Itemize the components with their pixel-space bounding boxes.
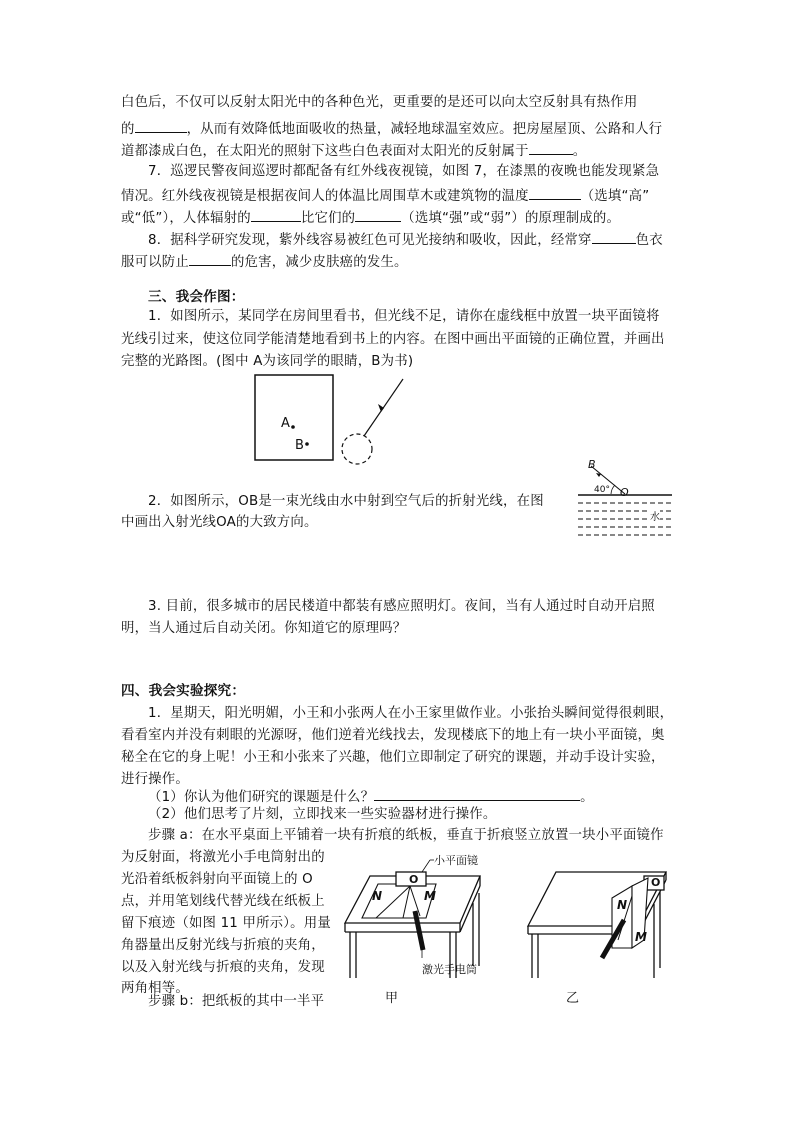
text-fragment: 道都漆成白色，在太阳光的照射下这些白色表面对太阳光的反射属于 bbox=[121, 144, 529, 159]
answer-blank[interactable] bbox=[529, 140, 573, 155]
figure-yi-caption: 乙 bbox=[566, 991, 580, 1006]
answer-blank[interactable] bbox=[189, 251, 231, 266]
point-o-label: O bbox=[620, 486, 629, 499]
question-7-line bbox=[121, 185, 649, 207]
s3-q1-line: 光线引过来，使这位同学能清楚地看到书上的内容。在图中画出平面镜的正确位置，并画出 bbox=[121, 332, 665, 347]
figure-yi bbox=[520, 848, 675, 988]
room-outline bbox=[255, 375, 333, 460]
text-fragment: 色衣 bbox=[635, 233, 663, 248]
dashed-mirror-box[interactable] bbox=[342, 434, 372, 464]
point-a-label: A bbox=[281, 416, 290, 431]
text-fragment: 服可以防止 bbox=[121, 255, 189, 270]
mirror-label: 小平面镜 bbox=[434, 854, 478, 867]
section-3-title: 三、我会作图： bbox=[148, 289, 245, 305]
step-a-line: 点，并用笔划线代替光线在纸板上 bbox=[121, 894, 325, 909]
section-4-title: 四、我会实验探究： bbox=[121, 683, 246, 699]
text-fragment: 情况。红外线夜视镜是根据夜间人的体温比周围草木或建筑物的温度 bbox=[121, 189, 529, 204]
answer-blank[interactable] bbox=[355, 207, 401, 222]
step-a-line: 光沿着纸板斜射向平面镜上的 O bbox=[121, 872, 313, 887]
answer-blank[interactable] bbox=[529, 185, 581, 200]
text-line: 白色后，不仅可以反射太阳光中的各种色光，更重要的是还可以向太空反射具有热作用 bbox=[121, 95, 638, 110]
answer-blank[interactable] bbox=[135, 118, 187, 133]
text-fragment: 。 bbox=[572, 144, 587, 159]
n-label: N bbox=[617, 898, 628, 912]
text-fragment: 比它们的 bbox=[300, 211, 356, 226]
text-fragment: 。 bbox=[580, 790, 594, 805]
text-fragment: 或“低”），人体辐射的 bbox=[121, 211, 251, 226]
point-b-label: B bbox=[588, 458, 596, 471]
room-diagram bbox=[250, 372, 410, 472]
s4-line: 1．星期天，阳光明媚，小王和小张两人在小王家里做作业。小张抬头瞬间觉得很刺眼， bbox=[148, 706, 674, 721]
answer-blank[interactable] bbox=[592, 229, 636, 244]
light-ray bbox=[364, 379, 403, 436]
text-fragment: 的危害，减少皮肤癌的发生。 bbox=[230, 255, 408, 270]
s3-q3-line: 明，当人通过后自动关闭。你知道它的原理吗？ bbox=[121, 621, 407, 636]
angle-label: 40° bbox=[594, 485, 610, 495]
question-8-line bbox=[148, 229, 663, 251]
answer-blank[interactable] bbox=[374, 786, 580, 801]
s3-q2-line: 2．如图所示，OB是一束光线由水中射到空气后的折射光线，在图 bbox=[148, 494, 544, 509]
text-line bbox=[121, 140, 586, 162]
question-7-line bbox=[121, 207, 620, 229]
s3-q3-line: 3. 目前，很多城市的居民楼道中都装有感应照明灯。夜间，当有人通过时自动开启照 bbox=[148, 599, 655, 614]
answer-blank[interactable] bbox=[251, 207, 301, 222]
s4-line: 秘全在它的身上呢！小王和小张来了兴趣，他们立即制定了研究的课题，并动手设计实验， bbox=[121, 750, 665, 765]
laser-label: 激光手电筒 bbox=[422, 963, 477, 976]
step-b-line: 步骤 b：把纸板的其中一半平 bbox=[148, 994, 325, 1009]
arrow-icon bbox=[378, 404, 384, 412]
text-fragment: 8．据科学研究发现，紫外线容易被红色可见光接纳和吸收，因此，经常穿 bbox=[148, 233, 592, 248]
step-a-line: 为反射面，将激光小手电筒射出的 bbox=[121, 850, 325, 865]
angle-arc bbox=[611, 485, 615, 494]
s3-q1-line: 完整的光路图。(图中 A为该同学的眼睛，B为书) bbox=[121, 354, 414, 369]
step-a-line: 两角相等。 bbox=[121, 981, 189, 996]
water-label: 水 bbox=[650, 508, 660, 523]
n-label: N bbox=[372, 889, 383, 903]
s4-question-2: （2）他们思考了片刻，立即找来一些实验器材进行操作。 bbox=[148, 807, 497, 822]
text-fragment: （选填“强”或“弱”）的原理制成的。 bbox=[401, 211, 621, 226]
question-8-line bbox=[121, 251, 408, 273]
m-label: M bbox=[635, 930, 647, 944]
book-point bbox=[305, 442, 309, 446]
eye-point bbox=[291, 425, 295, 429]
s4-line: 看看室内并没有刺眼的光源呀，他们逆着光线找去，发现楼底下的地上有一块小平面镜，奥 bbox=[121, 728, 665, 743]
step-a-line: 角器量出反射光线与折痕的夹角， bbox=[121, 938, 325, 953]
figure-jia-caption: 甲 bbox=[385, 991, 399, 1006]
s4-line: 进行操作。 bbox=[121, 772, 189, 787]
m-label: M bbox=[424, 889, 436, 903]
s3-q2-line: 中画出入射光线OA的大致方向。 bbox=[121, 515, 318, 530]
text-fragment: 的 bbox=[121, 122, 135, 137]
point-o-label: O bbox=[651, 876, 661, 889]
point-b-label: B bbox=[295, 438, 304, 453]
text-fragment: （1）你认为他们研究的课题是什么？ bbox=[148, 790, 375, 805]
s3-q1-line: 1．如图所示，某同学在房间里看书，但光线不足，请你在虚线框中放置一块平面镜将 bbox=[148, 309, 660, 324]
step-a-line: 步骤 a：在水平桌面上平铺着一块有折痕的纸板，垂直于折痕竖立放置一块小平面镜作 bbox=[148, 828, 664, 843]
step-a-line: 以及入射光线与折痕的夹角，发现 bbox=[121, 960, 325, 975]
text-fragment: （选填“高” bbox=[580, 189, 650, 204]
step-a-line: 留下痕迹（如图 11 甲所示）。用量 bbox=[121, 916, 331, 931]
question-7-line: 7．巡逻民警夜间巡逻时都配备有红外线夜视镜，如图 7，在漆黑的夜晚也能发现紧急 bbox=[148, 164, 660, 179]
point-o-label: O bbox=[409, 873, 419, 886]
text-line bbox=[121, 118, 662, 140]
text-fragment: ，从而有效降低地面吸收的热量，减轻地球温室效应。把房屋屋顶、公路和人行 bbox=[186, 122, 663, 137]
